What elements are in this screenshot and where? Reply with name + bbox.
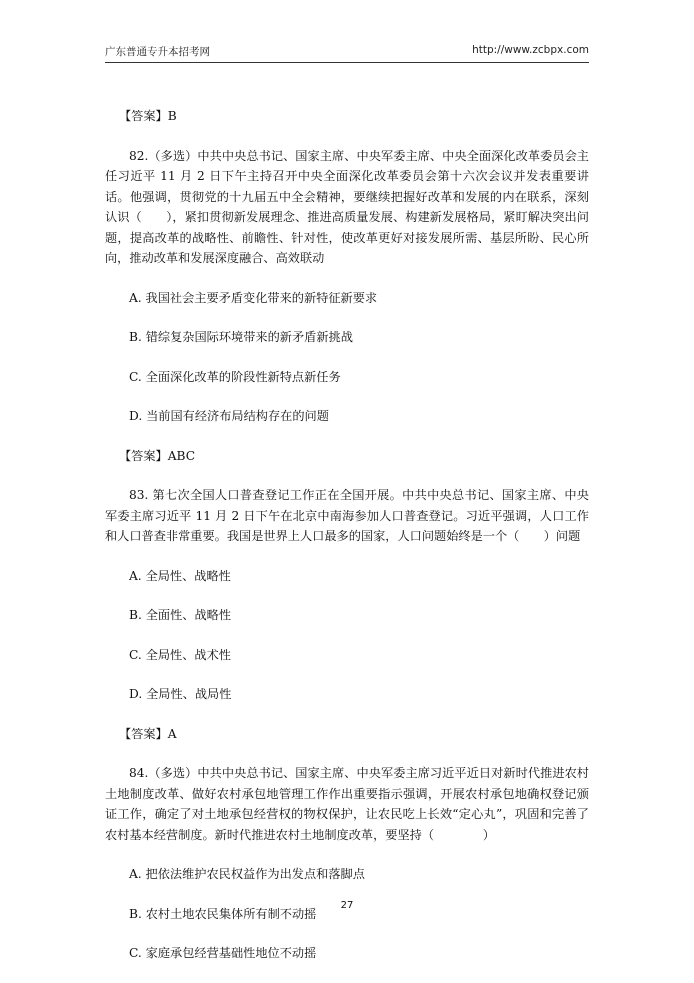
option-83-a: A. 全局性、战略性	[129, 568, 231, 583]
option-83-d: D. 全局性、战局性	[129, 687, 232, 701]
answer-81: 【答案】B	[119, 109, 177, 123]
option-82-b: B. 错综复杂国际环境带来的新矛盾新挑战	[129, 330, 353, 344]
page-content	[105, 106, 589, 964]
option-84-b: B. 农村土地农民集体所有制不动摇	[129, 906, 317, 921]
page-header	[105, 40, 589, 63]
header-site-name: 广东普通专升本招考网	[105, 46, 210, 58]
option-82-a: A. 我国社会主要矛盾变化带来的新特征新要求	[129, 290, 378, 305]
option-83-b: B. 全面性、战略性	[129, 608, 232, 622]
question-84: 84.（多选）中共中央总书记、国家主席、中央军委主席习近平近日对新时代推进农村土地制度改革、做好农村承包地管理工作作出重要指示强调，开展农村承包地确权登记颁证工作，确定了对土地承包经营权的物权保护，让农民吃上长效“定心丸”，巩固和完善了农村基本经营制度。新时代推进农村土地制度改革，要坚持（ ）	[105, 766, 589, 842]
option-84-a: A. 把依法维护农民权益作为出发点和落脚点	[129, 867, 365, 881]
question-82: 82.（多选）中共中央总书记、国家主席、中央军委主席、中央全面深化改革委员会主任习近平 11 月 2 日下午主持召开中央全面深化改革委员会第十六次会议并发表重要讲话。他强调，贯彻党的十九届五中全会精神，要继续把握好改革和发展的内在联系，深刻认识（ ），紧扣贯彻新发展理念、推进高质量发展、构建新发展格局，紧盯解决突出问题，提高改革的战略性、前瞻性、针对性，使改革更好对接发展所需、基层所盼、民心所向，推动改革和发展深度融合、高效联动	[105, 148, 589, 265]
option-84-c: C. 家庭承包经营基础性地位不动摇	[129, 946, 317, 960]
option-83-c: C. 全局性、战术性	[129, 647, 231, 662]
answer-82: 【答案】ABC	[119, 448, 196, 463]
answer-83: 【答案】A	[119, 726, 177, 741]
page-number: 27	[340, 900, 354, 911]
option-82-c: C. 全面深化改革的阶段性新特点新任务	[129, 369, 341, 384]
option-82-d: D. 当前国有经济布局结构存在的问题	[129, 409, 329, 423]
header-url[interactable]: http://www.zcbpx.com	[472, 44, 589, 56]
question-83: 83. 第七次全国人口普查登记工作正在全国开展。中共中央总书记、国家主席、中央军委主席习近平 11 月 2 日下午在北京中南海参加人口普查登记。习近平强调，人口工作和人口普查非常重要。我国是世界上人口最多的国家，人口问题始终是一个（ ）问题	[105, 488, 589, 543]
